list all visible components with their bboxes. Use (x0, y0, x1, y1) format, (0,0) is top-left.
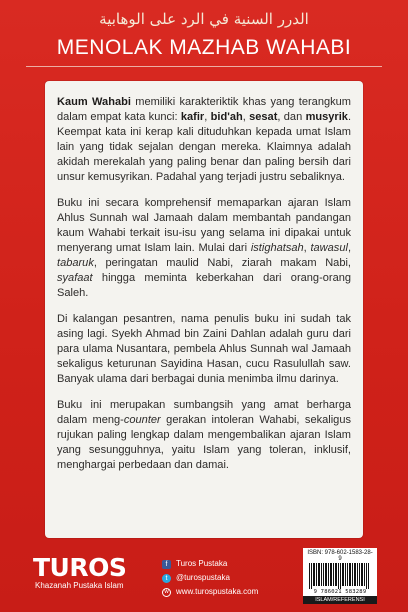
twitter-icon: t (162, 574, 171, 583)
italic-term: istighatsah (250, 242, 304, 255)
separator: , dan (277, 111, 306, 124)
paragraph-text: Buku ini secara komprehensif memaparkan ajaran Islam Ahlus Sunnah wal Jamaah dalam membantah pandangan kaum Wahabi terkait isu-isu yang selama ini dipakai untuk menyerang umat Islam lain. Mulai dari (57, 197, 351, 255)
facebook-icon: f (162, 560, 171, 569)
globe-icon: w (162, 588, 171, 597)
italic-term: syafaat (57, 272, 93, 285)
website-link[interactable] (162, 585, 258, 599)
paragraph-text: , peringatan maulid Nabi, ziarah makam Nabi, (93, 257, 351, 270)
category-label: ISLAM/REFERENSI (303, 596, 377, 604)
synopsis-paragraph-3: Di kalangan pesantren, nama penulis buku ini sudah tak asing lagi. Syekh Ahmad bin Zaini Dahlan adalah guru dari para ulama Nusantara, pembela Ahlus Sunnah wal Jamaah sekaligus keturunan Sayidina Hasan, cucu Rasulullah saw. Banyak ulama dari berbagai dunia menimba ilmu darinya. (57, 313, 351, 386)
synopsis-paragraph-4 (57, 398, 351, 473)
website-label: www.turospustaka.com (176, 587, 259, 596)
isbn-label: ISBN: 978-602-1583-28-9 (307, 550, 373, 562)
twitter-link[interactable] (162, 571, 258, 585)
barcode-icon (308, 563, 372, 589)
footer (0, 540, 408, 612)
paragraph-text: memiliki karakteriktik khas yang terangkum dalam empat kata kunci: (57, 96, 351, 124)
barcode-digits: 9 786021 583289 (313, 589, 367, 595)
paragraph-text: Buku ini merupakan sumbangsih yang amat berharga dalam meng- (57, 399, 351, 427)
publisher-logo: TUROS (33, 553, 127, 582)
paragraph-text: gerakan intoleran Wahabi, sekaligus rujukan paling lengkap dalam mengembalikan ajaran Islam yang sesungguhnya, yaitu Islam yang toleran, inklusif, menghargai perbedaan dan damai. (57, 414, 351, 472)
title-divider (26, 66, 382, 67)
facebook-link[interactable] (162, 557, 258, 571)
arabic-title: الدرر السنية في الرد على الوهابية (99, 10, 309, 28)
book-title: MENOLAK MAZHAB WAHABI (56, 36, 352, 59)
synopsis-panel (45, 81, 363, 538)
separator: , (242, 111, 250, 124)
facebook-label: Turos Pustaka (176, 559, 228, 568)
keyword-bidah: bid'ah (210, 111, 243, 124)
synopsis-paragraph-1 (57, 95, 351, 185)
paragraph-text: . Keempat kata ini kerap kali dituduhkan kepada umat Islam lain yang tidak sejalan dengan mereka. Klaimnya adalah akidah merekalah yang paling benar dan paling bersih dari unsur kemusyrikan. Padahal yang terjadi justru sebaliknya. (57, 111, 352, 184)
separator: , (347, 242, 352, 255)
italic-term: counter (123, 414, 161, 427)
isbn-barcode-box (303, 548, 377, 603)
italic-term: tabaruk (57, 257, 94, 270)
keyword-kafir: kafir (180, 111, 205, 124)
twitter-label: @turospustaka (176, 573, 230, 582)
publisher-tagline: Khazanah Pustaka Islam (35, 581, 124, 590)
italic-term: tawasul (310, 242, 348, 255)
keyword-sesat: sesat (249, 111, 278, 124)
keyword-musyrik: musyrik (305, 111, 348, 124)
separator: , (204, 111, 211, 124)
synopsis-paragraph-2 (57, 196, 351, 301)
lead-term: Kaum Wahabi (57, 96, 131, 108)
social-links (162, 557, 258, 599)
separator: , (303, 242, 311, 255)
paragraph-text: hingga meminta keberkahan dari orang-orang Saleh. (57, 272, 351, 300)
